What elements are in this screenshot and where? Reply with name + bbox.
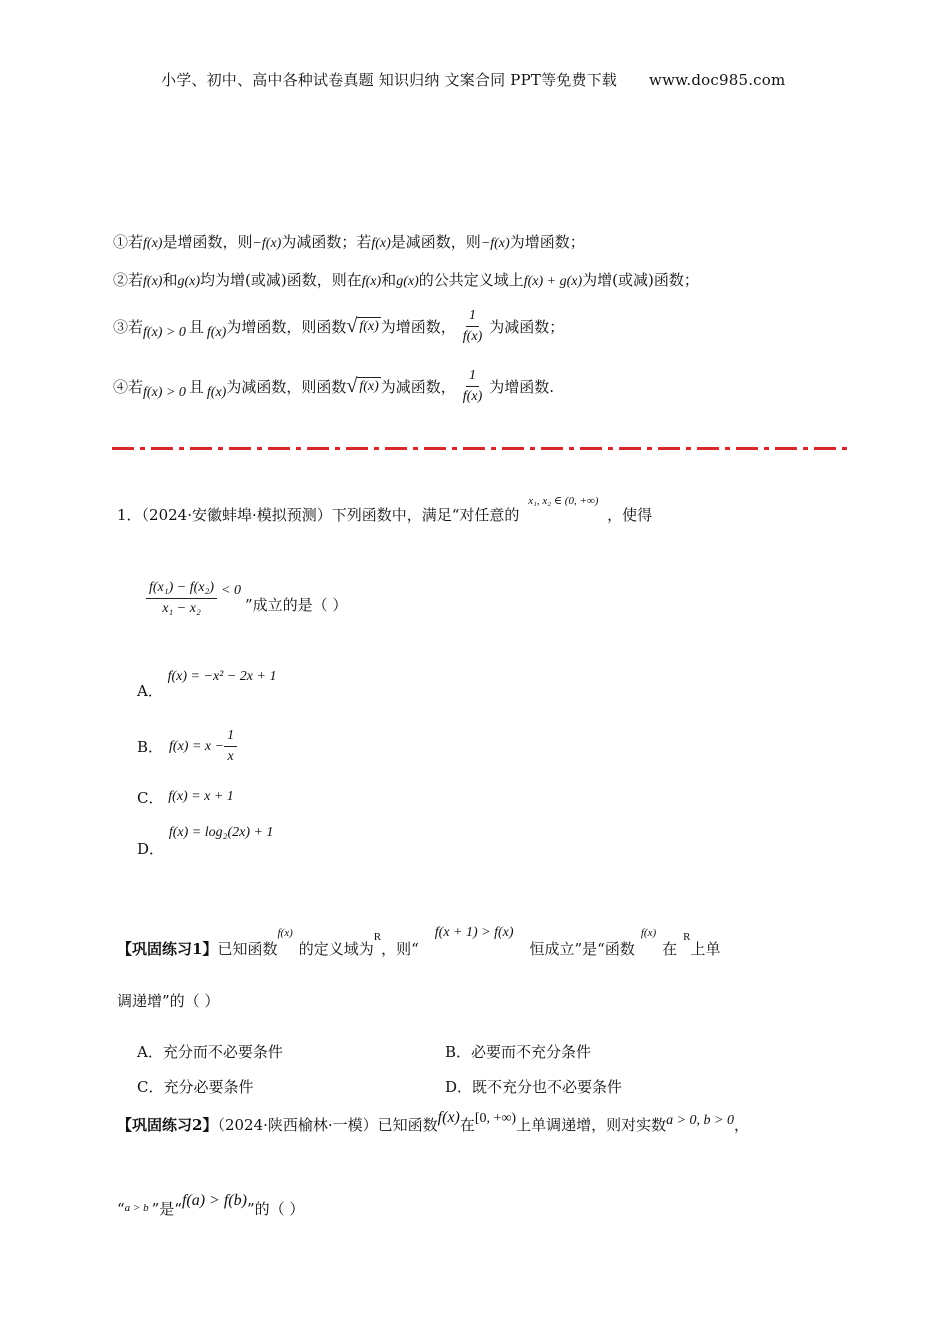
sqrt-body: f(x)	[359, 379, 379, 394]
rule-4-number: ④若	[113, 377, 144, 396]
header-text: 小学、初中、高中各种试卷真题 知识归纳 文案合同 PPT等免费下载	[161, 71, 618, 89]
math-gx: g(x)	[177, 274, 201, 289]
quote: “	[117, 1200, 125, 1218]
exercise-2-line2	[117, 1192, 305, 1219]
exercise-text: 已知函数	[217, 940, 278, 958]
question-1-end: ”成立的是（ ）	[245, 596, 348, 614]
option-label: D．	[445, 1078, 473, 1096]
option-label: D．	[137, 840, 165, 858]
exercise-text: 恒成立”是“函数	[529, 940, 635, 958]
math-real-set: R	[683, 931, 691, 943]
header-url[interactable]: www.doc985.com	[649, 71, 786, 89]
math-interval: [0, +∞)	[474, 1111, 517, 1126]
math-gx: g(x)	[396, 274, 419, 289]
math-inequality: f(a) > f(b)	[181, 1192, 247, 1209]
math-sqrt: √ f(x)	[346, 315, 379, 337]
math-fraction	[146, 580, 217, 617]
exercise-text: 上单调递增，则对实数	[516, 1116, 667, 1134]
rule-text: 和	[381, 271, 397, 289]
rule-text: 均为增(或减)函数，则在	[200, 271, 362, 289]
option-label: A．	[137, 1043, 163, 1061]
ex1-option-a[interactable]	[137, 1041, 283, 1062]
option-b[interactable]	[137, 728, 237, 765]
option-c[interactable]	[137, 787, 234, 808]
exercise-text: ，则“	[381, 940, 419, 958]
rule-text: 的公共定义域上	[418, 271, 524, 289]
math-condition: f(x) > 0	[143, 325, 186, 340]
option-expression: f(x) = log₂(2x) + 1	[168, 825, 274, 840]
quote: ”是“	[151, 1200, 182, 1218]
exercise-text: 上单	[690, 940, 721, 958]
option-expression: f(x) = −x² − 2x + 1	[167, 669, 277, 684]
fraction-numerator: 1	[466, 308, 479, 327]
rule-text: 为减函数；若	[281, 233, 372, 251]
math-fx: f(x)	[361, 274, 382, 289]
option-label: C．	[137, 789, 164, 807]
math-condition: a > 0, b > 0	[666, 1113, 735, 1128]
option-expression: f(x) = x + 1	[168, 789, 234, 804]
rule-text: 为增函数，则函数	[226, 317, 347, 336]
exercise-text: ”的（ ）	[246, 1200, 305, 1218]
option-d[interactable]	[137, 822, 273, 856]
rule-text: 为增(或减)函数；	[582, 271, 699, 289]
section-divider	[112, 447, 850, 450]
rule-text: 为增函数，	[380, 317, 456, 336]
rule-text: 是减函数，则	[390, 233, 481, 251]
rule-2	[113, 269, 699, 290]
rule-text: 为减函数，	[380, 377, 456, 396]
fraction-denominator: x	[227, 749, 234, 764]
rule-3	[113, 304, 564, 348]
math-fx: f(x)	[206, 385, 227, 400]
rule-text: 为增函数.	[489, 377, 555, 396]
rule-text: 和	[162, 271, 178, 289]
math-sum: f(x) + g(x)	[523, 274, 583, 289]
ex1-option-d[interactable]	[445, 1076, 622, 1097]
rule-2-number: ②若	[113, 271, 144, 289]
option-label: A．	[137, 682, 163, 700]
option-label: B．	[137, 738, 164, 756]
rule-text: 为减函数，则函数	[226, 377, 347, 396]
option-expression: f(x) = x −	[169, 738, 225, 754]
math-fx: f(x)	[371, 236, 391, 251]
math-fx: f(x)	[437, 1109, 460, 1126]
rule-text: 为增函数；	[509, 233, 585, 251]
question-1-lead: 1．（2024·安徽蚌埠·模拟预测）下列函数中，满足“对任意的	[117, 506, 520, 524]
rule-text: 是增函数，则	[162, 233, 253, 251]
math-fraction	[460, 368, 485, 405]
math-condition: x₁, x₂ ∈ (0, +∞)	[528, 495, 599, 507]
rule-text: 为减函数；	[489, 317, 565, 336]
math-fraction	[224, 728, 237, 765]
math-neg-fx: −f(x)	[252, 236, 282, 251]
fraction-denominator: f(x)	[462, 328, 483, 344]
rule-1-number: ①若	[113, 233, 144, 251]
exercise-2	[117, 1109, 750, 1135]
math-condition: f(x) > 0	[143, 385, 186, 400]
exercise-tag: 【巩固练习2】	[117, 1116, 218, 1134]
option-text: 必要而不充分条件	[471, 1043, 592, 1061]
option-label: B．	[445, 1043, 472, 1061]
option-text: 既不充分也不必要条件	[472, 1078, 623, 1096]
math-fx: f(x)	[206, 325, 227, 340]
exercise-text: 的定义域为	[298, 940, 374, 958]
math-inequality: f(x + 1) > f(x)	[434, 925, 514, 940]
question-1-tail: ，使得	[607, 506, 653, 524]
exercise-text: 在	[459, 1116, 475, 1134]
math-inequality: < 0	[221, 582, 241, 598]
sqrt-body: f(x)	[359, 319, 379, 334]
ex1-option-b[interactable]	[445, 1041, 591, 1062]
question-1	[117, 490, 652, 530]
math-neg-fx: −f(x)	[480, 236, 510, 251]
option-text: 充分必要条件	[163, 1078, 254, 1096]
ex1-option-c[interactable]	[137, 1076, 254, 1097]
option-text: 充分而不必要条件	[162, 1043, 283, 1061]
exercise-tag: 【巩固练习1】	[117, 940, 218, 958]
fraction-numerator: 1	[466, 368, 479, 387]
math-fx: f(x)	[143, 274, 163, 289]
rule-text: 且	[188, 377, 204, 396]
option-a[interactable]	[137, 666, 276, 700]
exercise-text: 在	[662, 940, 678, 958]
exercise-text: ，	[734, 1116, 750, 1134]
option-label: C．	[137, 1078, 164, 1096]
fraction-denominator: f(x)	[462, 388, 483, 404]
math-real-set: R	[373, 931, 382, 943]
math-fx: f(x)	[640, 927, 657, 939]
rule-1	[113, 231, 585, 252]
fraction-numerator: 1	[224, 728, 237, 747]
math-condition: a > b	[124, 1202, 149, 1214]
fraction-numerator: f(x₁) − f(x₂)	[146, 580, 217, 599]
exercise-1-line2: 调递增”的（ ）	[117, 992, 220, 1010]
math-fraction	[460, 308, 485, 345]
exercise-1	[117, 918, 721, 958]
site-header	[161, 69, 785, 90]
rule-text: 且	[188, 317, 204, 336]
math-fx: f(x)	[277, 927, 293, 939]
question-1-inequality	[146, 580, 347, 617]
rule-4	[113, 364, 554, 408]
fraction-denominator: x₁ − x₂	[162, 601, 201, 616]
rule-3-number: ③若	[113, 317, 144, 336]
math-fx: f(x)	[143, 236, 163, 251]
math-sqrt: √ f(x)	[346, 375, 379, 397]
exercise-text: （2024·陕西榆林·一模）已知函数	[217, 1116, 438, 1134]
